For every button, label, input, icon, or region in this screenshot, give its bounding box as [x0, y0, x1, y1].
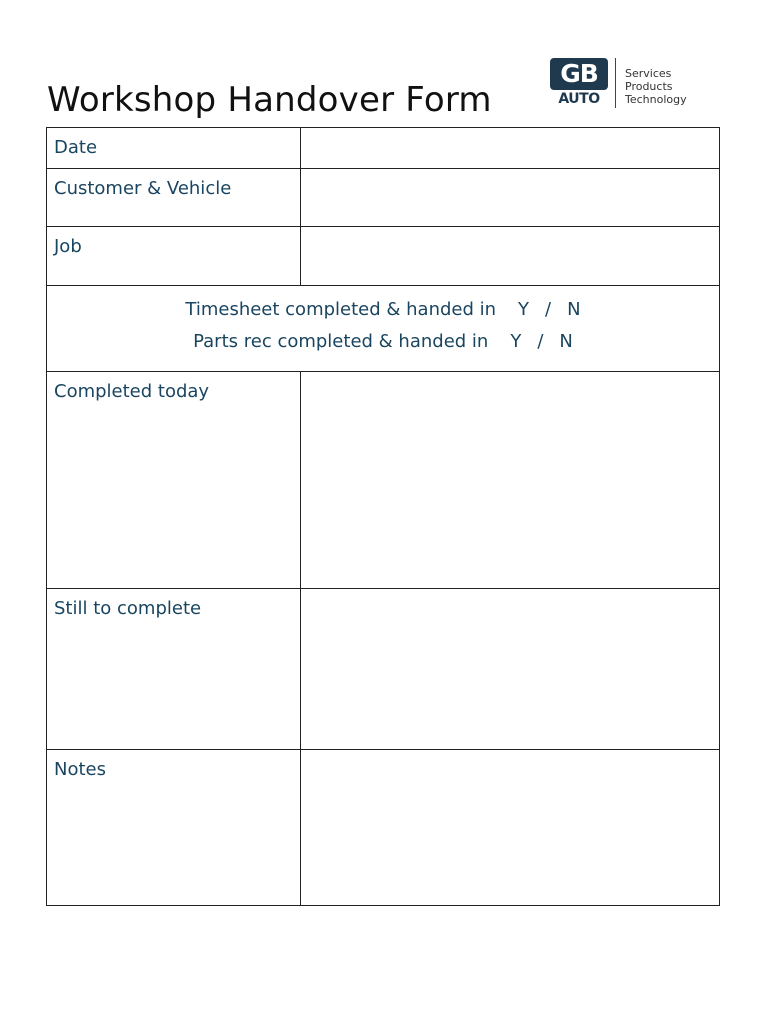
timesheet-separator: / [545, 299, 552, 320]
logo-divider [615, 58, 616, 108]
logo-mark [550, 58, 608, 108]
parts-rec-separator: / [537, 331, 544, 352]
row-customer-vehicle [47, 169, 720, 227]
notes-label: Notes [47, 750, 301, 906]
job-label: Job [47, 227, 301, 286]
timesheet-yes[interactable]: Y [518, 299, 530, 320]
row-job [47, 227, 720, 286]
customer-vehicle-field[interactable] [301, 169, 720, 227]
timesheet-no[interactable]: N [567, 299, 581, 320]
still-to-complete-field[interactable] [301, 589, 720, 750]
notes-field[interactable] [301, 750, 720, 906]
logo-tagline [625, 67, 687, 106]
logo-auto-text: AUTO [558, 91, 600, 107]
parts-rec-check [47, 326, 719, 358]
job-field[interactable] [301, 227, 720, 286]
gb-auto-logo [548, 56, 698, 112]
row-completed-today [47, 372, 720, 589]
logo-gb-text: GB [550, 58, 608, 90]
logo-tag-products: Products [625, 80, 673, 93]
timesheet-check [47, 294, 719, 326]
logo-tag-technology: Technology [625, 93, 687, 106]
row-notes [47, 750, 720, 906]
still-to-complete-label: Still to complete [47, 589, 301, 750]
timesheet-check-text: Timesheet completed & handed in [185, 299, 497, 320]
logo-tag-services: Services [625, 67, 672, 80]
parts-rec-check-text: Parts rec completed & handed in [193, 331, 489, 352]
row-date [47, 128, 720, 169]
handover-form-table [46, 127, 720, 906]
completed-today-field[interactable] [301, 372, 720, 589]
date-field[interactable] [301, 128, 720, 169]
customer-vehicle-label: Customer & Vehicle [47, 169, 301, 227]
page-title: Workshop Handover Form [47, 80, 492, 120]
parts-rec-no[interactable]: N [559, 331, 573, 352]
checks-cell [47, 286, 720, 372]
completed-today-label: Completed today [47, 372, 301, 589]
date-label: Date [47, 128, 301, 169]
parts-rec-yes[interactable]: Y [510, 331, 522, 352]
row-still-to-complete [47, 589, 720, 750]
row-checks [47, 286, 720, 372]
